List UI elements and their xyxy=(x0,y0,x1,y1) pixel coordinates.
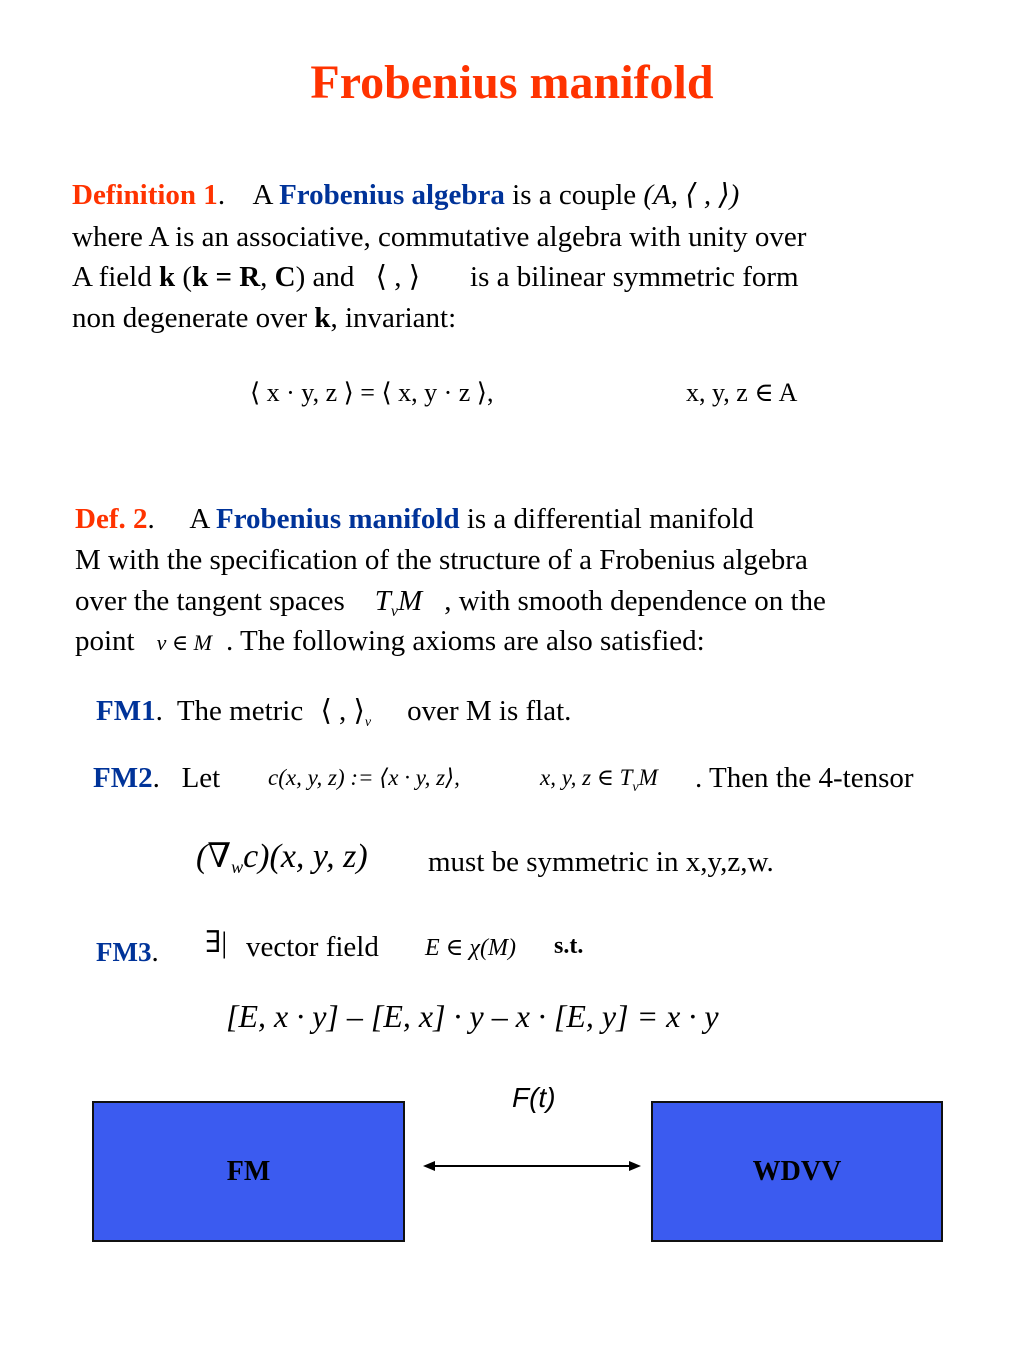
def2-point: point xyxy=(75,625,135,657)
def2-tangent: over the tangent spaces xyxy=(75,585,345,617)
wdvv-box: WDVV xyxy=(651,1101,943,1242)
nabla-b: c)(x, y, z) xyxy=(243,838,368,875)
arrow-label: F(t) xyxy=(512,1082,556,1113)
fm3-dot: . xyxy=(151,936,159,968)
def1-form: ⟨ , ⟩ xyxy=(375,261,421,293)
fm2-let: . Let xyxy=(152,762,221,794)
tvm-M: M xyxy=(398,585,423,617)
def1-line3 xyxy=(72,260,799,294)
fm3-equation: [E, x · y] – [E, x] · y – x · [E, y] = x · y xyxy=(226,998,719,1034)
def2-text: . A xyxy=(147,503,216,535)
def1-bilinear: is a bilinear symmetric form xyxy=(470,261,799,293)
nabla-sub: w xyxy=(231,857,244,877)
def1-line2: where A is an associative, commutative algebra with unity over xyxy=(72,221,807,253)
def1-R: = R xyxy=(208,261,261,293)
def1-comma: , xyxy=(260,261,275,293)
page-title: Frobenius manifold xyxy=(310,56,714,109)
fm1-line xyxy=(96,694,571,740)
fm1-metric: ⟨ , ⟩ xyxy=(320,695,365,727)
fm2-formula: c(x, y, z) := ⟨x · y, z⟩, xyxy=(268,765,460,790)
def1-label: Definition 1 xyxy=(72,179,218,211)
nabla-a: (∇ xyxy=(196,838,232,875)
def1-text: . A xyxy=(217,179,280,211)
def2-line1 xyxy=(75,502,754,536)
fm3-field-formula: E ∈ χ(M) xyxy=(425,935,516,961)
tvm-v: v xyxy=(390,603,399,620)
nabla-formula xyxy=(196,836,368,878)
fm3-line xyxy=(96,935,159,969)
def1-and: ) and xyxy=(295,261,362,293)
fm1-flat: over M is flat. xyxy=(407,695,572,727)
fm3-vector-field: vector field xyxy=(246,931,379,963)
def2-line2: M with the specification of the structure of a Frobenius algebra xyxy=(75,544,808,576)
def2-line3 xyxy=(75,584,826,629)
fm2-dom-sub: v xyxy=(632,780,639,795)
tangent-space-formula xyxy=(374,585,423,620)
invariant-equation: ⟨ x · y, z ⟩ = ⟨ x, y · z ⟩, xyxy=(250,378,494,407)
fm2-tensor-text: . Then the 4-tensor xyxy=(695,762,914,794)
fm2-symmetric-text: must be symmetric in x,y,z,w. xyxy=(428,846,774,878)
fm3-st: s.t. xyxy=(554,933,584,959)
def2-smooth: , with smooth dependence on the xyxy=(444,585,826,617)
tvm-T: T xyxy=(374,585,391,617)
fm1-label: FM1 xyxy=(96,695,156,727)
def1-line4 xyxy=(72,301,456,335)
def1-paren: ( xyxy=(175,261,193,293)
fm2-line xyxy=(93,761,220,795)
def1-k3: k xyxy=(314,302,331,334)
point-formula: v ∈ M xyxy=(156,630,213,655)
fm2-dom-a: x, y, z ∈ T xyxy=(540,765,633,790)
fm1-metric-sub: v xyxy=(364,715,372,730)
def2-line4 xyxy=(75,624,705,660)
def1-couple: (A, ⟨ , ⟩) xyxy=(643,179,740,211)
def1-k: k xyxy=(159,261,176,293)
fm2-label: FM2 xyxy=(93,762,153,794)
double-arrow xyxy=(423,1156,643,1176)
fm2-dom-b: M xyxy=(638,765,658,790)
def1-term: Frobenius algebra xyxy=(279,179,505,211)
def1-invariant: , invariant: xyxy=(330,302,457,334)
def1-k2: k xyxy=(192,261,209,293)
invariant-domain: x, y, z ∈ A xyxy=(686,378,798,407)
fm1-text: . The metric xyxy=(155,695,311,727)
def1-C: C xyxy=(274,261,296,293)
def1-text2: is a couple xyxy=(504,179,644,211)
def2-text2: is a differential manifold xyxy=(459,503,754,535)
fm-box: FM xyxy=(92,1101,405,1242)
def2-term: Frobenius manifold xyxy=(215,503,460,535)
def1-field-text: A field xyxy=(72,261,159,293)
fm3-label: FM3 xyxy=(96,937,152,967)
exists-unique: ∃| xyxy=(205,926,228,959)
def2-label: Def. 2 xyxy=(75,503,148,535)
fm2-domain xyxy=(540,765,658,796)
def1-line1 xyxy=(72,178,739,212)
def2-axioms: . The following axioms are also satisfied: xyxy=(226,625,705,657)
def1-nondeg: non degenerate over xyxy=(72,302,315,334)
